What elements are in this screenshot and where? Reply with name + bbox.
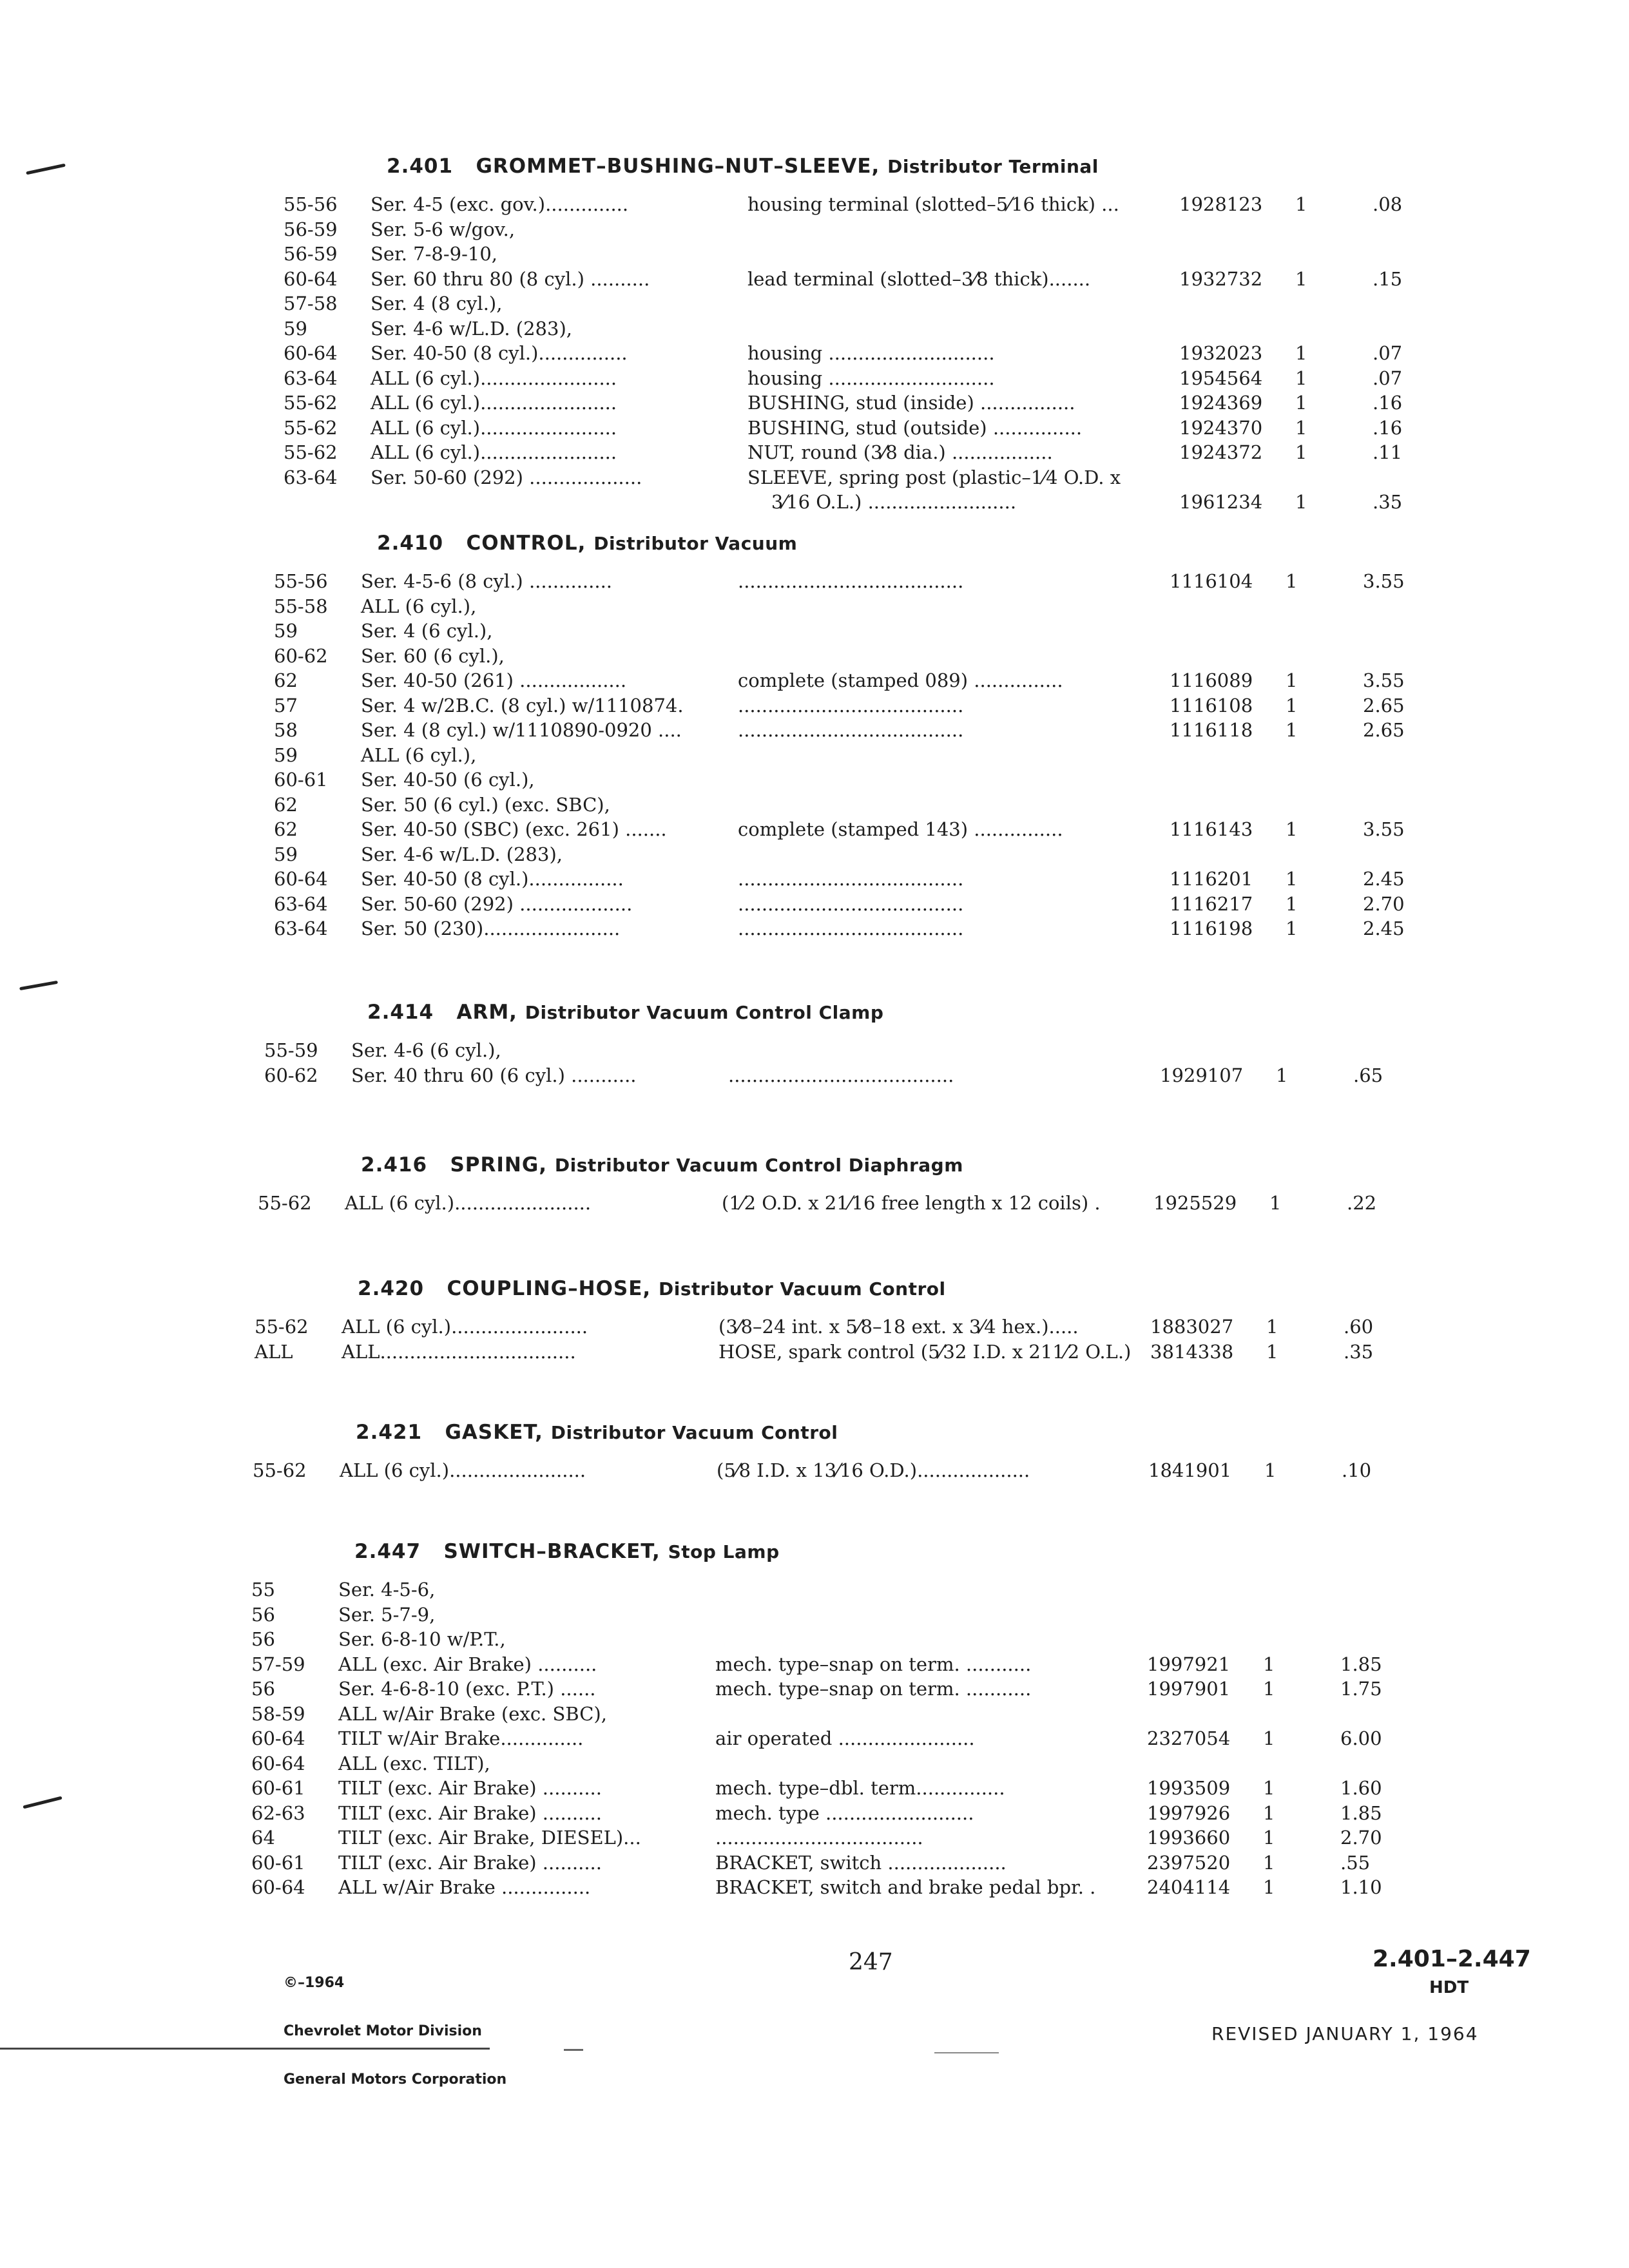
section-subtitle: Distributor Vacuum Control Clamp [525, 1002, 884, 1023]
bottom-rule-fragment [564, 2049, 583, 2051]
cell-app: ALL................................. [342, 1340, 576, 1363]
table-row [274, 893, 1563, 919]
cell-app: Ser. 60 (6 cyl.), [361, 644, 505, 667]
cell-desc: ...................................... [738, 570, 964, 592]
cell-qty: 1 [1266, 1340, 1278, 1363]
table-row [251, 1653, 1540, 1679]
cell-desc: complete (stamped 089) ............... [738, 669, 1063, 691]
table-row [284, 318, 1572, 343]
footer-copyright: ©–1964 [284, 1975, 345, 1991]
cell-price: .60 [1344, 1316, 1374, 1338]
cell-year: 56 [251, 1628, 275, 1650]
table-row [284, 367, 1572, 393]
cell-part: 2397520 [1147, 1851, 1231, 1874]
cell-price: .08 [1373, 193, 1403, 215]
cell-part: 1993660 [1147, 1827, 1231, 1849]
cell-part: 1924372 [1179, 441, 1263, 463]
cell-price: .22 [1347, 1192, 1377, 1214]
cell-year: 62 [274, 793, 298, 816]
cell-price: 1.85 [1340, 1802, 1382, 1824]
cell-desc: (5⁄8 I.D. x 13⁄16 O.D.)................... [717, 1459, 1030, 1481]
cell-app: Ser. 50 (6 cyl.) (exc. SBC), [361, 793, 610, 816]
cell-app: TILT w/Air Brake.............. [338, 1727, 584, 1749]
cell-year: 63-64 [284, 367, 338, 389]
cell-part: 1997926 [1147, 1802, 1231, 1824]
table-row [274, 918, 1563, 943]
cell-year: 58 [274, 719, 298, 741]
table-row [274, 695, 1563, 720]
cell-price: .10 [1342, 1459, 1372, 1481]
cell-desc: mech. type–dbl. term............... [715, 1777, 1005, 1799]
cell-app: Ser. 4 w/2B.C. (8 cyl.) w/1110874. [361, 694, 684, 716]
cell-price: .07 [1373, 342, 1403, 364]
cell-desc: SLEEVE, spring post (plastic–1⁄4 O.D. x [747, 466, 1121, 488]
cell-year: 60-64 [251, 1876, 305, 1898]
cell-part: 1961234 [1179, 491, 1263, 513]
cell-year: 59 [274, 744, 298, 766]
cell-part: 1924370 [1179, 416, 1263, 439]
cell-app: ALL (6 cyl.)....................... [371, 392, 617, 414]
cell-app: Ser. 4 (8 cyl.), [371, 293, 503, 314]
cell-app: ALL (6 cyl.)....................... [371, 367, 617, 389]
cell-part: 1993509 [1147, 1777, 1231, 1799]
cell-part: 1954564 [1179, 367, 1263, 389]
cell-part: 1924369 [1179, 392, 1263, 414]
cell-qty: 1 [1295, 193, 1307, 215]
cell-app: Ser. 4-6 w/L.D. (283), [371, 317, 572, 340]
cell-qty: 1 [1263, 1876, 1275, 1898]
cell-price: .35 [1373, 491, 1403, 513]
section-title [367, 1001, 883, 1024]
cell-app: Ser. 6-8-10 w/P.T., [338, 1628, 506, 1650]
section-name: ARM, [456, 1001, 517, 1024]
cell-app: Ser. 50-60 (292) ................... [361, 892, 633, 915]
table-row [251, 1876, 1540, 1902]
cell-year: 62 [274, 669, 298, 691]
cell-part: 1925529 [1153, 1192, 1237, 1214]
cell-price: .65 [1353, 1064, 1383, 1086]
cell-price: 1.85 [1340, 1653, 1382, 1675]
cell-desc: BRACKET, switch and brake pedal bpr. . [715, 1876, 1096, 1898]
cell-year: 55-62 [284, 392, 338, 414]
cell-price: 2.45 [1363, 868, 1405, 890]
cell-part: 3814338 [1150, 1340, 1234, 1363]
table-row [284, 218, 1572, 244]
section-title [377, 532, 797, 555]
cell-part: 1116089 [1170, 669, 1253, 691]
cell-qty: 1 [1276, 1064, 1288, 1086]
cell-year: 55-62 [255, 1316, 309, 1338]
cell-part: 2404114 [1147, 1876, 1231, 1898]
footer-copyright-block [284, 1943, 506, 2104]
footer-division: Chevrolet Motor Division [284, 2023, 482, 2039]
cell-desc: housing ............................ [747, 342, 995, 364]
table-row [284, 342, 1572, 368]
cell-qty: 1 [1295, 491, 1307, 513]
cell-price: .35 [1344, 1340, 1374, 1363]
cell-desc: (3⁄8–24 int. x 5⁄8–18 ext. x 3⁄4 hex.)..... [718, 1316, 1079, 1338]
cell-year: 56-59 [284, 218, 338, 240]
cell-desc: ...................................... [738, 719, 964, 741]
cell-part: 1929107 [1160, 1064, 1244, 1086]
cell-desc: ...................................... [738, 918, 964, 939]
cell-app: TILT (exc. Air Brake) .......... [338, 1851, 602, 1874]
section-name: GASKET, [445, 1421, 543, 1444]
cell-year: 63-64 [274, 918, 328, 939]
cell-part: 1116118 [1170, 719, 1253, 741]
cell-desc: HOSE, spark control (5⁄32 I.D. x 211⁄2 O.L.) [718, 1340, 1132, 1363]
cell-desc: ................................... [715, 1827, 923, 1849]
cell-year: 55-56 [284, 193, 338, 215]
table-row [274, 868, 1563, 894]
table-row [274, 645, 1563, 671]
cell-qty: 1 [1263, 1827, 1275, 1849]
cell-price: 2.70 [1340, 1827, 1382, 1849]
table-row [255, 1316, 1543, 1341]
cell-qty: 1 [1286, 570, 1298, 592]
cell-part: 1932023 [1179, 342, 1263, 364]
cell-part: 1932732 [1179, 267, 1263, 290]
cell-qty: 1 [1286, 868, 1298, 890]
cell-price: 1.60 [1340, 1777, 1382, 1799]
cell-qty: 1 [1263, 1653, 1275, 1675]
cell-qty: 1 [1264, 1459, 1277, 1481]
cell-year: 55-62 [284, 441, 338, 463]
margin-mark-bottom [23, 1796, 62, 1809]
cell-year: 55-62 [284, 416, 338, 439]
cell-year: 60-62 [264, 1064, 318, 1086]
cell-qty: 1 [1263, 1727, 1275, 1749]
table-row [274, 744, 1563, 770]
cell-desc: air operated ....................... [715, 1727, 975, 1749]
cell-app: ALL (6 cyl.)....................... [345, 1192, 592, 1214]
table-row [251, 1628, 1540, 1654]
table-row [284, 441, 1572, 467]
cell-part: 1997921 [1147, 1653, 1231, 1675]
cell-part: 2327054 [1147, 1727, 1231, 1749]
cell-qty: 1 [1263, 1678, 1275, 1700]
table-row [284, 293, 1572, 318]
cell-year: 62-63 [251, 1802, 305, 1824]
cell-year: 57-58 [284, 293, 338, 314]
cell-desc: housing ............................ [747, 367, 995, 389]
table-row [274, 620, 1563, 646]
table-row [284, 243, 1572, 269]
cell-app: Ser. 4-5-6, [338, 1579, 436, 1600]
cell-price: 2.65 [1363, 694, 1405, 716]
section-name: GROMMET–BUSHING–NUT–SLEEVE, [476, 155, 880, 178]
cell-qty: 1 [1263, 1802, 1275, 1824]
table-row [274, 669, 1563, 695]
cell-year: 63-64 [284, 466, 338, 488]
cell-app: Ser. 40 thru 60 (6 cyl.) ........... [351, 1064, 637, 1086]
cell-part: 1997901 [1147, 1678, 1231, 1700]
section-name: CONTROL, [466, 532, 586, 555]
cell-year: 60-64 [284, 267, 338, 290]
cell-app: ALL (6 cyl.), [361, 595, 477, 617]
cell-app: Ser. 5-7-9, [338, 1603, 436, 1626]
cell-price: 3.55 [1363, 570, 1405, 592]
cell-app: Ser. 50 (230)....................... [361, 918, 621, 939]
cell-qty: 1 [1295, 267, 1307, 290]
cell-qty: 1 [1295, 392, 1307, 414]
section-number: 2.414 [367, 1001, 434, 1024]
cell-price: .15 [1373, 267, 1403, 290]
section-title [358, 1277, 946, 1300]
cell-app: ALL w/Air Brake (exc. SBC), [338, 1702, 607, 1725]
cell-year: 55-62 [258, 1192, 312, 1214]
cell-app: Ser. 4-6-8-10 (exc. P.T.) ...... [338, 1678, 596, 1700]
cell-qty: 1 [1286, 669, 1298, 691]
footer-corporation: General Motors Corporation [284, 2071, 507, 2088]
table-row [258, 1192, 1547, 1218]
table-row [284, 392, 1572, 418]
bottom-rule-fragment [934, 2052, 999, 2053]
cell-year: 60-64 [274, 868, 328, 890]
cell-app: ALL w/Air Brake ............... [338, 1876, 591, 1898]
cell-part: 1116143 [1170, 818, 1253, 840]
cell-part: 1883027 [1150, 1316, 1234, 1338]
cell-price: .07 [1373, 367, 1403, 389]
section-number: 2.401 [387, 155, 454, 178]
margin-mark-middle [19, 981, 58, 990]
table-row [251, 1753, 1540, 1778]
table-row [264, 1064, 1553, 1090]
cell-year: 62 [274, 818, 298, 840]
cell-part: 1116104 [1170, 570, 1253, 592]
section-subtitle: Distributor Vacuum Control [659, 1278, 946, 1300]
cell-year: 60-64 [251, 1727, 305, 1749]
cell-year: 59 [274, 843, 298, 865]
cell-year: ALL [255, 1340, 293, 1363]
cell-desc: ...................................... [738, 694, 964, 716]
cell-app: ALL (exc. Air Brake) .......... [338, 1653, 597, 1675]
cell-app: Ser. 40-50 (8 cyl.)................ [361, 868, 624, 890]
section-code: HDT [1429, 1978, 1469, 1997]
cell-year: 63-64 [274, 892, 328, 915]
section-title [361, 1153, 963, 1177]
cell-app: Ser. 40-50 (6 cyl.), [361, 769, 535, 791]
table-row [251, 1727, 1540, 1753]
cell-year: 56 [251, 1603, 275, 1626]
cell-qty: 1 [1295, 367, 1307, 389]
cell-app: ALL (6 cyl.)....................... [371, 441, 617, 463]
cell-price: .55 [1340, 1851, 1371, 1874]
cell-desc: mech. type ......................... [715, 1802, 974, 1824]
section-title [354, 1540, 780, 1563]
cell-app: Ser. 4-6 (6 cyl.), [351, 1039, 501, 1061]
section-number: 2.421 [356, 1421, 423, 1444]
cell-app: TILT (exc. Air Brake, DIESEL)... [338, 1827, 641, 1849]
cell-desc: lead terminal (slotted–3⁄8 thick)....... [747, 267, 1091, 290]
cell-desc: (1⁄2 O.D. x 21⁄16 free length x 12 coils) . [722, 1192, 1101, 1214]
cell-year: 55-59 [264, 1039, 318, 1061]
table-row [284, 491, 1572, 517]
cell-price: .16 [1373, 392, 1403, 414]
cell-qty: 1 [1295, 441, 1307, 463]
cell-app: ALL (exc. TILT), [338, 1752, 490, 1774]
cell-desc: BRACKET, switch .................... [715, 1851, 1007, 1874]
cell-app: Ser. 4-5 (exc. gov.).............. [371, 193, 629, 215]
cell-year: 64 [251, 1827, 275, 1849]
cell-desc: mech. type–snap on term. ........... [715, 1678, 1032, 1700]
cell-price: 3.55 [1363, 818, 1405, 840]
cell-app: ALL (6 cyl.)....................... [342, 1316, 588, 1338]
cell-year: 57-59 [251, 1653, 305, 1675]
table-row [251, 1678, 1540, 1704]
section-name: SPRING, [450, 1153, 548, 1177]
cell-app: Ser. 5-6 w/gov., [371, 218, 516, 240]
cell-price: 2.65 [1363, 719, 1405, 741]
section-title [387, 155, 1099, 178]
cell-desc: NUT, round (3⁄8 dia.) ................. [747, 441, 1053, 463]
cell-part: 1116108 [1170, 694, 1253, 716]
section-range: 2.401–2.447 [1373, 1946, 1531, 1972]
section-subtitle: Stop Lamp [668, 1541, 780, 1562]
cell-app: ALL (6 cyl.)....................... [371, 416, 617, 439]
section-title [356, 1421, 838, 1444]
table-row [284, 193, 1572, 219]
cell-app: ALL (6 cyl.), [361, 744, 477, 766]
cell-app: Ser. 4-5-6 (8 cyl.) .............. [361, 570, 612, 592]
cell-desc: ...................................... [738, 892, 964, 915]
table-row [264, 1039, 1553, 1065]
cell-app: Ser. 4-6 w/L.D. (283), [361, 843, 563, 865]
cell-app: TILT (exc. Air Brake) .......... [338, 1777, 602, 1799]
table-row [251, 1802, 1540, 1828]
cell-desc: 3⁄16 O.L.) ......................... [747, 491, 1017, 513]
cell-year: 55-62 [253, 1459, 307, 1481]
cell-app: Ser. 40-50 (261) .................. [361, 669, 627, 691]
cell-qty: 1 [1286, 694, 1298, 716]
cell-price: 1.75 [1340, 1678, 1382, 1700]
cell-qty: 1 [1286, 719, 1298, 741]
section-name: COUPLING–HOSE, [447, 1277, 651, 1300]
cell-year: 60-61 [251, 1851, 305, 1874]
cell-desc: ...................................... [738, 868, 964, 890]
table-row [253, 1459, 1541, 1485]
cell-year: 55 [251, 1579, 275, 1600]
cell-qty: 1 [1266, 1316, 1278, 1338]
cell-year: 56-59 [284, 243, 338, 265]
table-row [274, 843, 1563, 869]
table-row [274, 769, 1563, 794]
cell-app: Ser. 4 (6 cyl.), [361, 620, 493, 642]
cell-desc: ...................................... [728, 1064, 954, 1086]
cell-year: 59 [284, 317, 307, 340]
cell-year: 60-64 [284, 342, 338, 364]
margin-mark-top [26, 164, 66, 175]
cell-desc: mech. type–snap on term. ........... [715, 1653, 1032, 1675]
section-number: 2.410 [377, 532, 444, 555]
cell-app: ALL (6 cyl.)....................... [340, 1459, 586, 1481]
table-row [251, 1579, 1540, 1604]
cell-price: .16 [1373, 416, 1403, 439]
cell-qty: 1 [1269, 1192, 1282, 1214]
cell-year: 60-61 [274, 769, 328, 791]
table-row [284, 268, 1572, 294]
cell-desc: BUSHING, stud (inside) ................ [747, 392, 1075, 414]
cell-desc: BUSHING, stud (outside) ............... [747, 416, 1083, 439]
table-row [251, 1703, 1540, 1729]
table-row [251, 1604, 1540, 1629]
table-row [251, 1852, 1540, 1878]
cell-year: 58-59 [251, 1702, 305, 1725]
cell-app: Ser. 50-60 (292) ................... [371, 466, 642, 488]
cell-app: Ser. 7-8-9-10, [371, 243, 498, 265]
table-row [274, 570, 1563, 596]
cell-year: 57 [274, 694, 298, 716]
cell-year: 55-58 [274, 595, 328, 617]
cell-desc: complete (stamped 143) ............... [738, 818, 1063, 840]
cell-qty: 1 [1295, 342, 1307, 364]
cell-app: Ser. 60 thru 80 (8 cyl.) .......... [371, 267, 650, 290]
cell-year: 60-61 [251, 1777, 305, 1799]
section-subtitle: Distributor Terminal [887, 156, 1099, 177]
cell-app: Ser. 40-50 (8 cyl.)............... [371, 342, 628, 364]
cell-qty: 1 [1286, 918, 1298, 939]
table-row [274, 818, 1563, 844]
page-number: 247 [849, 1949, 893, 1975]
table-row [284, 417, 1572, 443]
bottom-rule [0, 2048, 490, 2050]
cell-qty: 1 [1263, 1777, 1275, 1799]
cell-part: 1928123 [1179, 193, 1263, 215]
section-number: 2.420 [358, 1277, 425, 1300]
table-row [274, 794, 1563, 820]
cell-app: TILT (exc. Air Brake) .......... [338, 1802, 602, 1824]
table-row [255, 1341, 1543, 1367]
table-row [251, 1777, 1540, 1803]
cell-year: 60-64 [251, 1752, 305, 1774]
cell-qty: 1 [1286, 818, 1298, 840]
table-row [251, 1827, 1540, 1852]
cell-price: 2.70 [1363, 892, 1405, 915]
section-subtitle: Distributor Vacuum Control [550, 1422, 838, 1443]
cell-part: 1841901 [1148, 1459, 1232, 1481]
cell-qty: 1 [1286, 892, 1298, 915]
table-row [274, 595, 1563, 621]
cell-price: 3.55 [1363, 669, 1405, 691]
cell-year: 56 [251, 1678, 275, 1700]
section-name: SWITCH–BRACKET, [443, 1540, 660, 1563]
cell-year: 60-62 [274, 644, 328, 667]
cell-price: 1.10 [1340, 1876, 1382, 1898]
section-subtitle: Distributor Vacuum Control Diaphragm [554, 1155, 963, 1176]
cell-price: 2.45 [1363, 918, 1405, 939]
cell-part: 1116217 [1170, 892, 1253, 915]
table-row [284, 466, 1572, 492]
cell-price: 6.00 [1340, 1727, 1382, 1749]
cell-qty: 1 [1263, 1851, 1275, 1874]
cell-year: 59 [274, 620, 298, 642]
section-subtitle: Distributor Vacuum [593, 533, 798, 554]
cell-app: Ser. 40-50 (SBC) (exc. 261) ....... [361, 818, 667, 840]
section-number: 2.447 [354, 1540, 421, 1563]
cell-year: 55-56 [274, 570, 328, 592]
cell-desc: housing terminal (slotted–5⁄16 thick) ... [747, 193, 1119, 215]
cell-part: 1116201 [1170, 868, 1253, 890]
cell-part: 1116198 [1170, 918, 1253, 939]
cell-price: .11 [1373, 441, 1403, 463]
section-number: 2.416 [361, 1153, 428, 1177]
revised-date: REVISED JANUARY 1, 1964 [1211, 2023, 1479, 2044]
cell-app: Ser. 4 (8 cyl.) w/1110890-0920 .... [361, 719, 682, 741]
cell-qty: 1 [1295, 416, 1307, 439]
table-row [274, 719, 1563, 745]
